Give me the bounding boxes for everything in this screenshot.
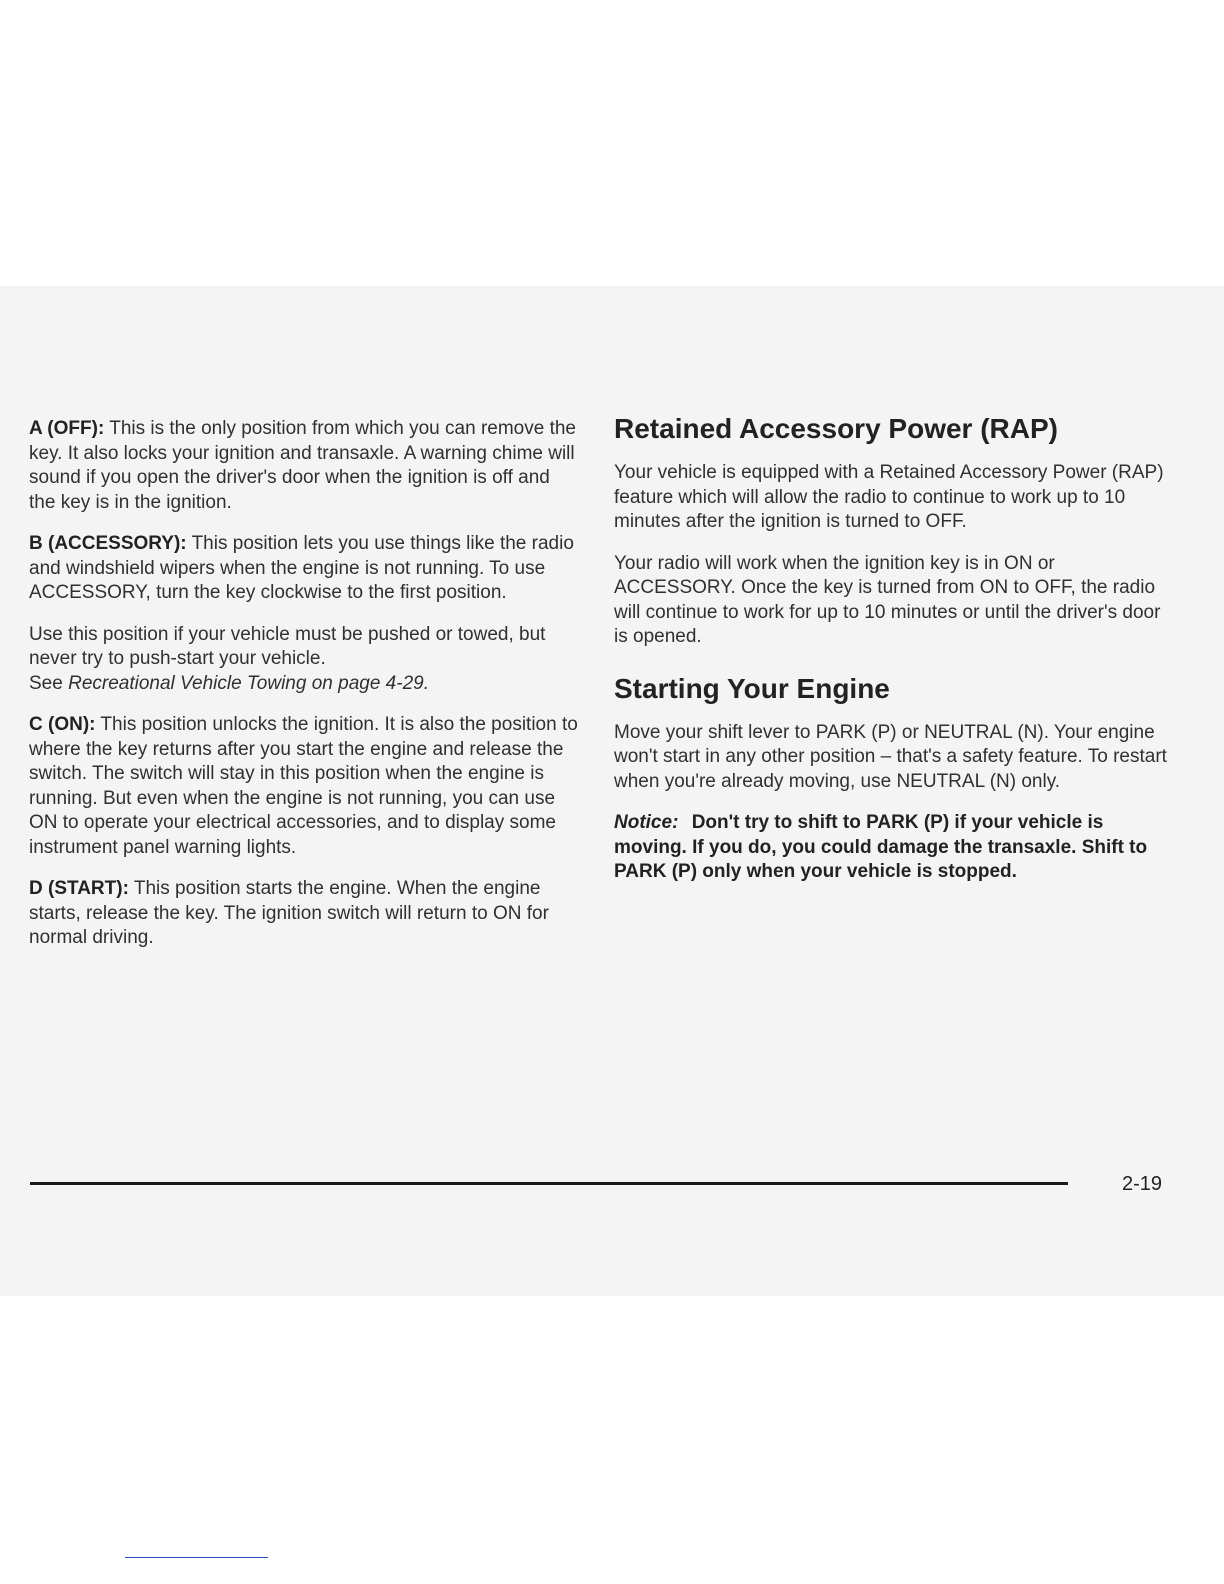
bottom-link-underline — [125, 1557, 268, 1558]
term-c-on: C (ON): — [29, 714, 96, 735]
paragraph-rap-2: Your radio will work when the ignition key is in ON or ACCESSORY. Once the key is turned from ON to OFF, the radio will continue to work for up to 10 minutes or until the driver's door is opened. — [614, 552, 1161, 647]
heading-starting-engine: Starting Your Engine — [614, 672, 890, 704]
see-label: See — [29, 672, 63, 694]
left-column — [29, 417, 579, 968]
term-b-accessory: B (ACCESSORY): — [29, 533, 187, 554]
towing-reference-link[interactable]: Recreational Vehicle Towing on page 4-29. — [68, 672, 429, 694]
notice-label: Notice: — [614, 812, 679, 833]
page-number: 2-19 — [1122, 1173, 1163, 1195]
paragraph-push-tow — [29, 623, 579, 697]
right-column — [614, 412, 1174, 902]
term-a-off: A (OFF): — [29, 418, 105, 439]
text-push-tow: Use this position if your vehicle must be pushed or towed, but never try to push-start your vehicle. — [29, 623, 546, 669]
paragraph-rap-1: Your vehicle is equipped with a Retained Accessory Power (RAP) feature which will allow the radio to continue to work up to 10 minutes after the ignition is turned to OFF. — [614, 462, 1164, 532]
text-a-off: This is the only position from which you can remove the key. It also locks your ignition and transaxle. A warning chime will sound if you open the driver's door when the ignition is off and the key is in the ignition. — [29, 418, 576, 513]
text-c-on: This position unlocks the ignition. It is also the position to where the key returns after you start the engine and release the switch. The switch will stay in this position when the engine is running. But even when the engine is not running, you can use ON to operate your electrical accessories, and to display some instrument panel warning lights. — [29, 714, 578, 858]
paragraph-c-on — [29, 713, 579, 860]
term-d-start: D (START): — [29, 878, 129, 899]
text-d-start: This position starts the engine. When the engine starts, release the key. The ignition switch will return to ON for normal driving. — [29, 878, 549, 948]
heading-rap: Retained Accessory Power (RAP) — [614, 413, 1058, 444]
footer-rule — [30, 1182, 1068, 1185]
paragraph-d-start — [29, 877, 579, 951]
paragraph-a-off — [29, 417, 579, 515]
text-b-accessory: This position lets you use things like the radio and windshield wipers when the engine is not running. To use ACCESSORY, turn the key clockwise to the first position. — [29, 533, 574, 603]
page-band — [0, 286, 1224, 1296]
notice-block — [614, 811, 1174, 885]
paragraph-starting-1: Move your shift lever to PARK (P) or NEUTRAL (N). Your engine won't start in any other position – that's a safety feature. To restart when you're already moving, use NEUTRAL (N) only. — [614, 721, 1167, 792]
notice-text: Don't try to shift to PARK (P) if your vehicle is moving. If you do, you could damage the transaxle. Shift to PARK (P) only when your vehicle is stopped. — [614, 812, 1148, 882]
paragraph-b-accessory — [29, 532, 579, 606]
